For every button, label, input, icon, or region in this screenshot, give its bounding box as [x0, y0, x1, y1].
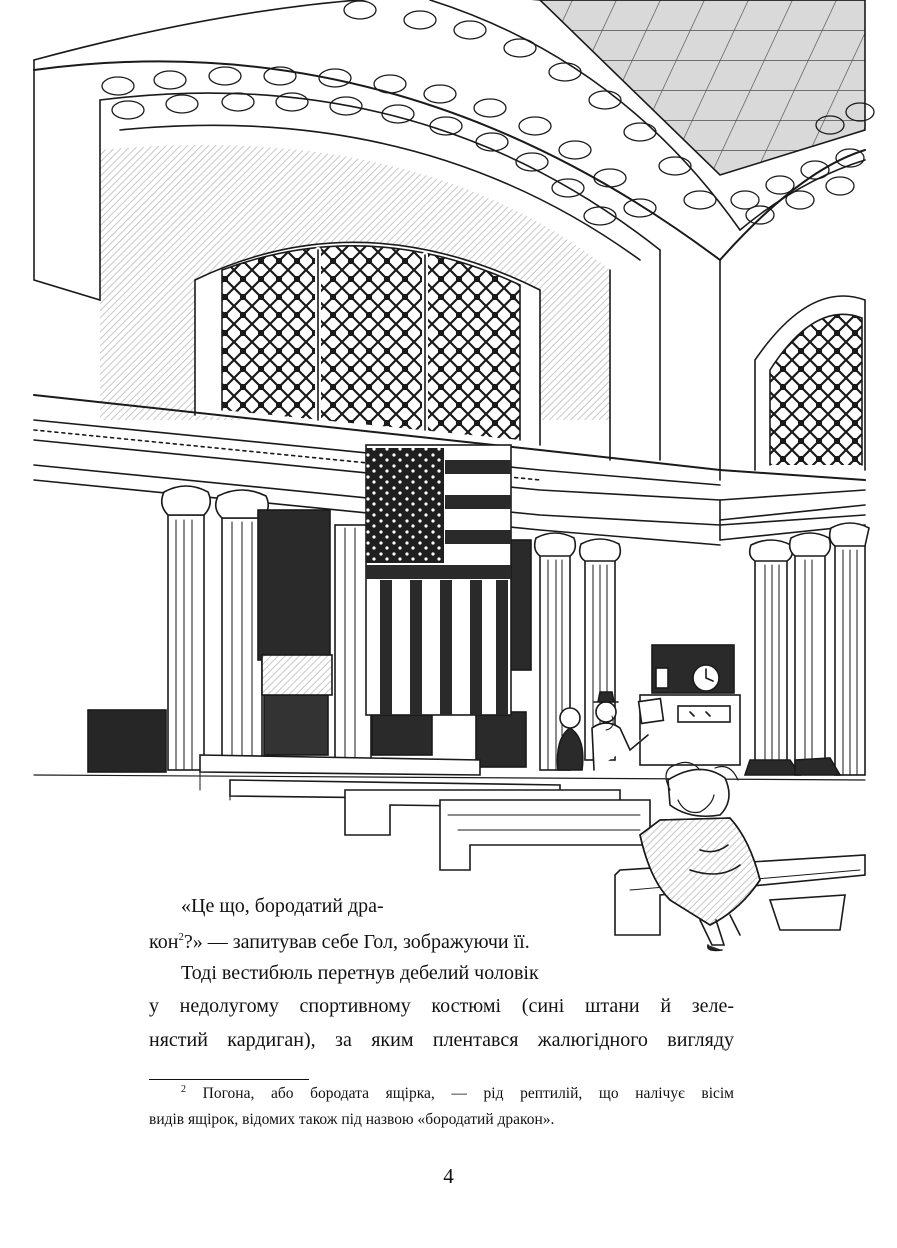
footnote-marker: 2 [181, 1084, 186, 1095]
footnote-line: $^2$ Погона, або бородата ящірка, — рід рептилій, що налічує вісім [181, 1084, 734, 1102]
footnote-divider [149, 1079, 309, 1080]
body-text-line: кон$^2$?» — запитував себе Гол, зображуючи її. [149, 931, 530, 953]
page-number: 4 [443, 1164, 454, 1188]
footnote-line: видів ящірок, відомих також під назвою «бородатий дракон». [149, 1111, 555, 1128]
footnote-reference[interactable]: 2 [178, 931, 184, 943]
body-text-line: «Це що, бородатий дра- [181, 895, 384, 917]
body-text-line: Тоді вестибюль перетнув дебелий чоловік [181, 962, 539, 984]
body-text-line: нястий кардиган), за яким плентався жалюгідного вигляду [149, 1029, 734, 1051]
body-text-line: у недолугому спортивному костюмі (сині штани й зеле- [149, 995, 734, 1017]
flag-illustration [366, 445, 511, 715]
